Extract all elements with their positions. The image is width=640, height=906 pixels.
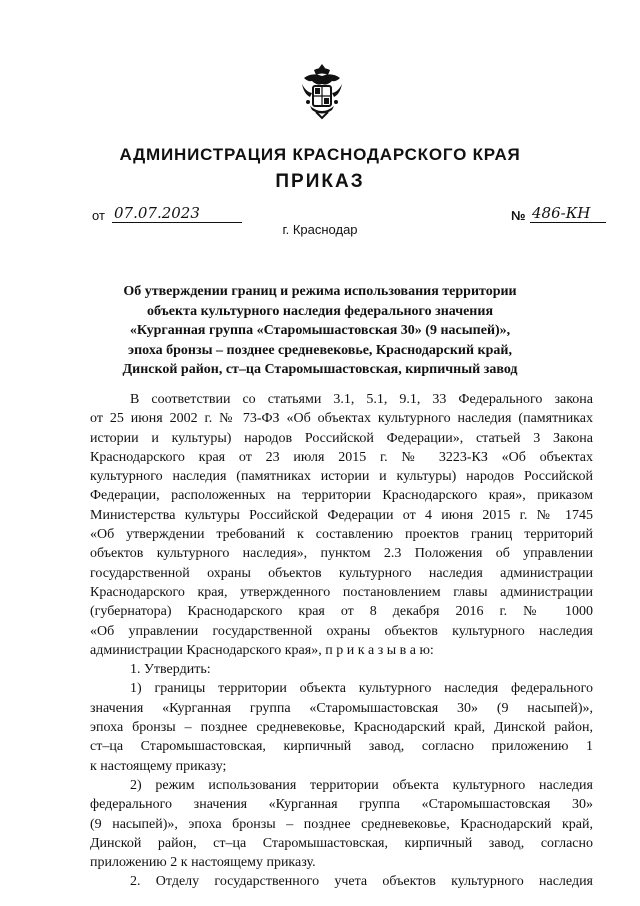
item-1-1-line: 1) границы территории объекта культурного наследия федерального — [130, 681, 593, 697]
coat-of-arms-emblem — [300, 62, 344, 120]
item-1-line: 1. Утвердить: — [130, 662, 211, 678]
body-line: Краснодарского края, утвержденного постановлением главы администрации — [90, 584, 593, 600]
body-line: В соответствии со статьями 3.1, 5.1, 9.1, 33 Федерального закона — [130, 392, 593, 407]
body-line: государственной охраны объектов культурного наследия администрации — [90, 565, 593, 581]
item-1-2-line: 2) режим использования территории объекта культурного наследия — [130, 777, 593, 793]
number-value: 486-КН — [530, 204, 606, 223]
body-line: культурного наследия (памятниках истории и культуры) народов Российской — [90, 469, 593, 485]
order-body — [90, 390, 593, 892]
subject-line: Об утверждении границ и режима использования территории — [123, 284, 517, 299]
body-line: (губернатора) Краснодарского края от 8 декабря 2016 г. № 1000 — [90, 604, 593, 620]
body-line: Краснодарского края от 23 июля 2015 г. № 3223-КЗ «Об объектах — [90, 449, 593, 465]
body-line: от 25 июня 2002 г. № 73-ФЗ «Об объектах культурного наследия (памятниках — [90, 411, 593, 427]
item-1-1-line: к настоящему приказу; — [90, 758, 227, 774]
body-line: истории и культуры) народов Российской Федерации», статьей 3 Закона — [90, 430, 593, 446]
date-label: от — [92, 208, 105, 223]
document-type: ПРИКАЗ — [275, 171, 365, 192]
item-1-2-line: Динской район, ст–ца Старомышастовская, кирпичный завод, согласно — [90, 835, 593, 851]
item-1-2-line: (9 насыпей)», эпоха бронзы – позднее средневековье, Краснодарский край, — [90, 816, 593, 832]
date-value: 07.07.2023 — [112, 204, 242, 223]
item-1-1-line: значения «Курганная группа «Старомышастовская 30» (9 насыпей)», — [90, 700, 593, 716]
subject-line: «Курганная группа «Старомышастовская 30» (9 насыпей)», — [129, 323, 511, 338]
subject-line: эпоха бронзы – позднее средневековье, Краснодарский край, — [128, 342, 512, 358]
number-label: № — [511, 208, 526, 223]
item-1-2-line: приложению 2 к настоящему приказу. — [90, 855, 316, 871]
item-2-line: 2. Отделу государственного учета объектов культурного наследия — [130, 874, 593, 890]
body-line: «Об управлении государственной охраны объектов культурного наследия — [90, 623, 593, 639]
item-1-2-line: федерального значения «Курганная группа «Старомышастовская 30» — [90, 797, 593, 813]
subject-line: Динской район, ст–ца Старомышастовская, кирпичный завод — [122, 362, 518, 377]
body-line: Федерации, расположенных на территории Краснодарского края», приказом — [90, 488, 593, 504]
body-line: администрации Краснодарского края», п р и к а з ы в а ю: — [90, 642, 434, 658]
item-1-1-line: ст–ца Старомышастовская, кирпичный завод, согласно приложению 1 — [90, 739, 593, 755]
body-line: Министерства культуры Российской Федерации от 4 июня 2015 г. № 1745 — [90, 507, 593, 523]
item-1-1-line: эпоха бронзы – позднее средневековье, Краснодарский край, Динской район, — [90, 720, 593, 736]
body-line: «Об утверждении требований к составлению проектов границ территорий — [90, 527, 593, 543]
order-subject — [70, 282, 570, 380]
organization-title: АДМИНИСТРАЦИЯ КРАСНОДАРСКОГО КРАЯ — [119, 145, 521, 164]
subject-line: объекта культурного наследия федерального значения — [146, 303, 494, 319]
city: г. Краснодар — [282, 222, 358, 237]
body-line: объектов культурного наследия», пунктом 2.3 Положения об управлении — [90, 546, 593, 562]
